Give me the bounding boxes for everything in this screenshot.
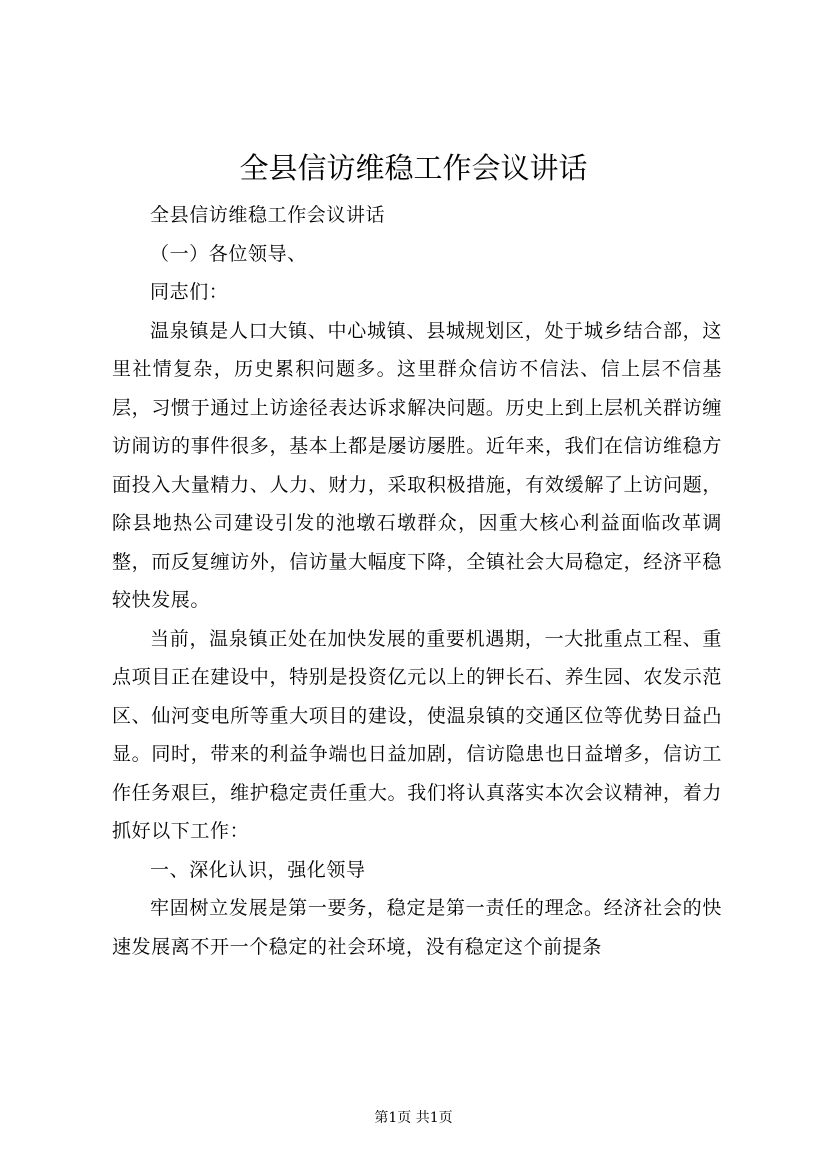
paragraph-intro: 温泉镇是人口大镇、中心城镇、县城规划区，处于城乡结合部，这里社情复杂，历史累积问题多。这里群众信访不信法、信上层不信基层，习惯于通过上访途径表达诉求解决问题。历史上到上层机关群访缠访闹访的事件很多，基本上都是屡访屡胜。近年来，我们在信访维稳方面投入大量精力、人力、财力，采取积极措施，有效缓解了上访问题，除县地热公司建设引发的池墩石墩群众，因重大核心利益面临改革调整，而反复缠访外，信访量大幅度下降，全镇社会大局稳定，经济平稳较快发展。 [112, 319, 722, 611]
paragraph-current-situation: 当前，温泉镇正处在加快发展的重要机遇期，一大批重点工程、重点项目正在建设中，特别是投资亿元以上的钾长石、养生园、农发示范区、仙河变电所等重大项目的建设，使温泉镇的交通区位等优势日益凸显。同时，带来的利益争端也日益加剧，信访隐患也日益增多，信访工作任务艰巨，维护稳定责任重大。我们将认真落实本次会议精神，着力抓好以下工作： [112, 627, 722, 842]
paragraph-salutation-1: （一）各位领导、 [150, 242, 307, 265]
page-title: 全县信访维稳工作会议讲话 [239, 151, 588, 185]
document-body [112, 196, 722, 966]
page-footer: 第1页 共1页 [374, 1110, 453, 1126]
paragraph-salutation-2: 同志们： [150, 281, 229, 303]
paragraph-subtitle: 全县信访维稳工作会议讲话 [150, 204, 386, 226]
section-heading-1: 一、深化认识，强化领导 [150, 858, 366, 881]
paragraph-section-1: 牢固树立发展是第一要务，稳定是第一责任的理念。经济社会的快速发展离不开一个稳定的社会环境，没有稳定这个前提条 [112, 897, 722, 958]
